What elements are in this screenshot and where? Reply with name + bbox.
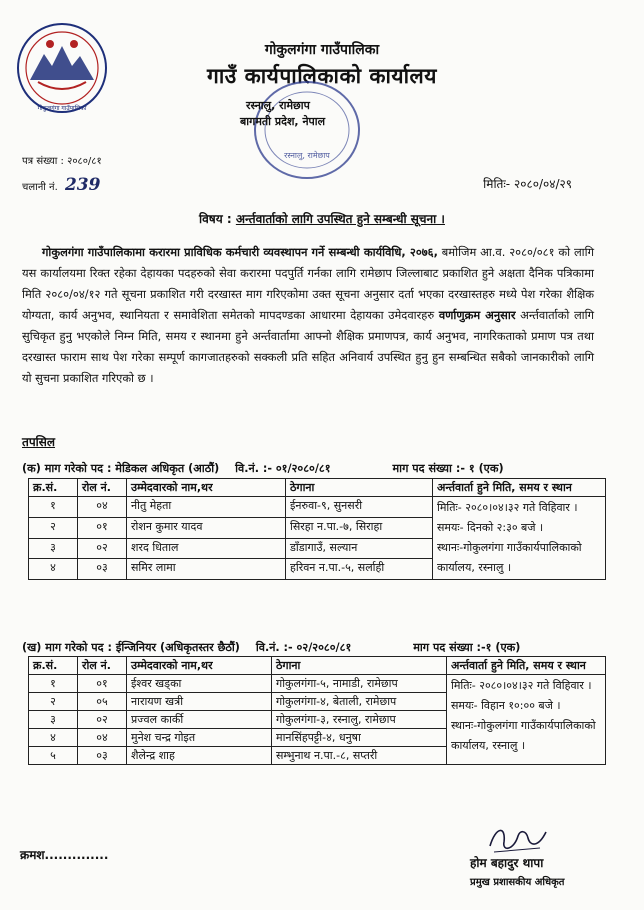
continued-marker: क्रमश..............: [20, 848, 109, 862]
cell-roll: ०३: [78, 747, 127, 765]
cell-address: मानसिंहपट्टी-४, धनुषा: [272, 729, 447, 747]
table-header-row: [29, 657, 606, 675]
signer-name: होम बहादुर थापा: [470, 856, 544, 870]
schedule-time: समयः- विहान १०:०० बजे ।: [451, 699, 561, 712]
cell-address: हरिवन न.पा.-५, सर्लाही: [286, 559, 433, 580]
section-ka-heading: [22, 461, 612, 476]
cell-address: सिरहा न.पा.-७, सिराहा: [286, 517, 433, 538]
body-bold-mid: वर्णाणुक्रम अनुसार: [438, 308, 516, 322]
schedule-date: मितिः- २०८०।०४।३२ गते विहिवार ।: [437, 501, 578, 514]
cell-roll: ०५: [78, 693, 127, 711]
body-text-1: बमोजिम आ.व. २०८०/०८१ को लागि यस कार्यालयमा रिक्त रहेका देहायका पदहरुको सेवा करारमा पदपुर्ति गर्नका लागि रामेछाप जिल्लाबाट प्रकाशित हुने अक्षता दैनिक पत्रिकामा मिति २०८०/०४/१२ गते सूचना प्रकाशित गरी दरखास्त माग गरिएकोमा उक्त सूचना अनुसार दर्ता भएका दरखास्तहरु मध्ये पेश गरेका शैक्षिक योग्यता, कार्य अनुभव, स्थानियता र समावेशिता समेतको मापदण्डका आधारमा देहायका उमेदवारहरु: [22, 245, 594, 322]
schedule-time: समयः- दिनको २:३० बजे ।: [437, 521, 544, 534]
col-address: ठेगाना: [286, 479, 433, 497]
cell-name: शरद धिताल: [127, 538, 286, 559]
address-line-1: रस्नालु, रामेछाप: [246, 99, 310, 112]
patra-sankhya: [22, 153, 102, 167]
subject-label: विषय :: [199, 212, 232, 226]
cell-roll: ०४: [78, 729, 127, 747]
cell-name: नारायण खत्री: [127, 693, 272, 711]
schedule-place: स्थानः-गोकुलगंगा गाउँकार्यपालिकाको कार्यालय, रस्नालु ।: [437, 541, 582, 574]
section-ka-table: [28, 478, 606, 580]
col-name: उम्मेदवारको नाम,थर: [127, 479, 286, 497]
cell-name: प्रज्वल कार्की: [127, 711, 272, 729]
col-sn: क्र.सं.: [29, 657, 78, 675]
cell-sn: ३: [29, 711, 78, 729]
emblem-text: गोकुलगंगा गाउँपालिका: [37, 105, 87, 112]
body-text-2: अर्न्तवार्ताको लागि सुचिकृत हुनु भएकोले निम्न मिति, समय र स्थानमा हुने अर्न्तवार्तामा आफ्नो शैक्षिक प्रमाणपत्र, कार्य अनुभव, नागरिकताको प्रमाण पत्र तथा दरखास्त फाराम साथ पेश गरेका सम्पूर्ण कागजातहरुको सक्कली प्रति सहित अनिवार्य उपस्थित हुनु हुन सम्बन्धित सबैको जानकारीको लागि यो सुचना प्रकाशित गरिएको छ ।: [22, 308, 594, 385]
col-schedule: अर्न्तवार्ता हुने मिति, समय र स्थान: [433, 479, 606, 497]
section-kha-adno: वि.नं. :- ०२/२०८०/८१: [255, 641, 352, 654]
table-row: [29, 497, 606, 518]
section-ka-adno: वि.नं. :- ०१/२०८०/८१: [235, 462, 331, 475]
org-name: गोकुलगंगा गाउँपालिका: [264, 42, 380, 58]
tapasil-heading: तपसिल: [22, 435, 56, 449]
notice-body: [22, 242, 594, 389]
table-header-row: [29, 479, 606, 497]
address-line-2: बागमती प्रदेश, नेपाल: [240, 115, 326, 128]
cell-address: गोकुलगंगा-३, रस्नालु, रामेछाप: [272, 711, 447, 729]
section-kha-table: [28, 656, 606, 765]
cell-name: रोशन कुमार यादव: [127, 517, 286, 538]
cell-name: समिर लामा: [127, 559, 286, 580]
chalani-label: चलानी नं.: [22, 182, 58, 193]
date-value: २०८०/०४/२९: [513, 177, 572, 191]
body-bold-intro: गोकुलगंगा गाउँपालिकामा करारमा प्राविधिक कर्मचारी व्यवस्थापन गर्ने सम्बन्धी कार्यविधि, २०७६,: [42, 245, 438, 259]
col-sn: क्र.सं.: [29, 479, 78, 497]
cell-address: सम्भुनाथ न.पा.-८, सप्तरी: [272, 747, 447, 765]
section-kha-postcount: माग पद संख्या :-१ (एक): [413, 641, 521, 654]
schedule-date: मितिः- २०८०।०४।३२ गते विहिवार ।: [451, 679, 592, 692]
section-ka-postcount: माग पद संख्या :- १ (एक): [392, 462, 504, 475]
cell-roll: ०२: [78, 538, 127, 559]
cell-roll: ०३: [78, 559, 127, 580]
patra-label: पत्र संख्या :: [22, 156, 64, 167]
cell-roll: ०१: [78, 675, 127, 693]
subject-line: [0, 210, 644, 227]
cell-name: ईश्वर खड्का: [127, 675, 272, 693]
cell-sn: ५: [29, 747, 78, 765]
stamp-text: रस्नालु, रामेछाप: [284, 151, 330, 160]
office-stamp-icon: [246, 74, 368, 186]
letter-date: [483, 175, 572, 192]
cell-name: मुनेश चन्द्र गोइत: [127, 729, 272, 747]
section-kha-heading: [22, 640, 612, 655]
chalani-value: 239: [64, 175, 101, 195]
subject-text: अर्न्तवार्ताको लागि उपस्थित हुने सम्बन्धी सूचना ।: [235, 212, 445, 226]
cell-address: गोकुलगंगा-५, नामाडी, रामेछाप: [272, 675, 447, 693]
cell-sn: १: [29, 497, 78, 518]
cell-sn: ४: [29, 559, 78, 580]
section-kha-schedule: [447, 675, 606, 765]
table-row: [29, 675, 606, 693]
cell-sn: २: [29, 693, 78, 711]
cell-sn: ४: [29, 729, 78, 747]
patra-value: २०८०/८१: [67, 156, 102, 167]
date-label: मितिः-: [483, 177, 511, 191]
signer-designation: प्रमुख प्रशासकीय अधिकृत: [470, 877, 565, 888]
cell-address: डाँडागाउँ, सल्यान: [286, 538, 433, 559]
cell-sn: ३: [29, 538, 78, 559]
cell-roll: ०२: [78, 711, 127, 729]
signature-icon: [484, 822, 554, 858]
cell-roll: ०४: [78, 497, 127, 518]
cell-name: शैलेन्द्र शाह: [127, 747, 272, 765]
schedule-place: स्थानः-गोकुलगंगा गाउँकार्यपालिकाको कार्यालय, रस्नालु ।: [451, 719, 596, 752]
chalani-number: [22, 175, 100, 195]
office-title: गाउँ कार्यपालिकाको कार्यालय: [207, 64, 437, 88]
cell-address: गोकुलगंगा-४, बेताली, रामेछाप: [272, 693, 447, 711]
cell-sn: १: [29, 675, 78, 693]
col-roll: रोल नं.: [78, 657, 127, 675]
col-name: उम्मेदवारको नाम,थर: [127, 657, 272, 675]
section-ka-title: (क) माग गरेको पद : मेडिकल अधिकृत (आठौं): [22, 462, 220, 475]
col-address: ठेगाना: [272, 657, 447, 675]
col-roll: रोल नं.: [78, 479, 127, 497]
col-schedule: अर्न्तवार्ता हुने मिति, समय र स्थान: [447, 657, 606, 675]
cell-sn: २: [29, 517, 78, 538]
cell-roll: ०१: [78, 517, 127, 538]
cell-address: ईनरुवा-९, सुनसरी: [286, 497, 433, 518]
cell-name: नीतु मेहता: [127, 497, 286, 518]
section-kha-title: (ख) माग गरेको पद : ईन्जिनियर (अधिकृतस्तर छैठौं): [22, 641, 240, 654]
section-ka-schedule: [433, 497, 606, 580]
